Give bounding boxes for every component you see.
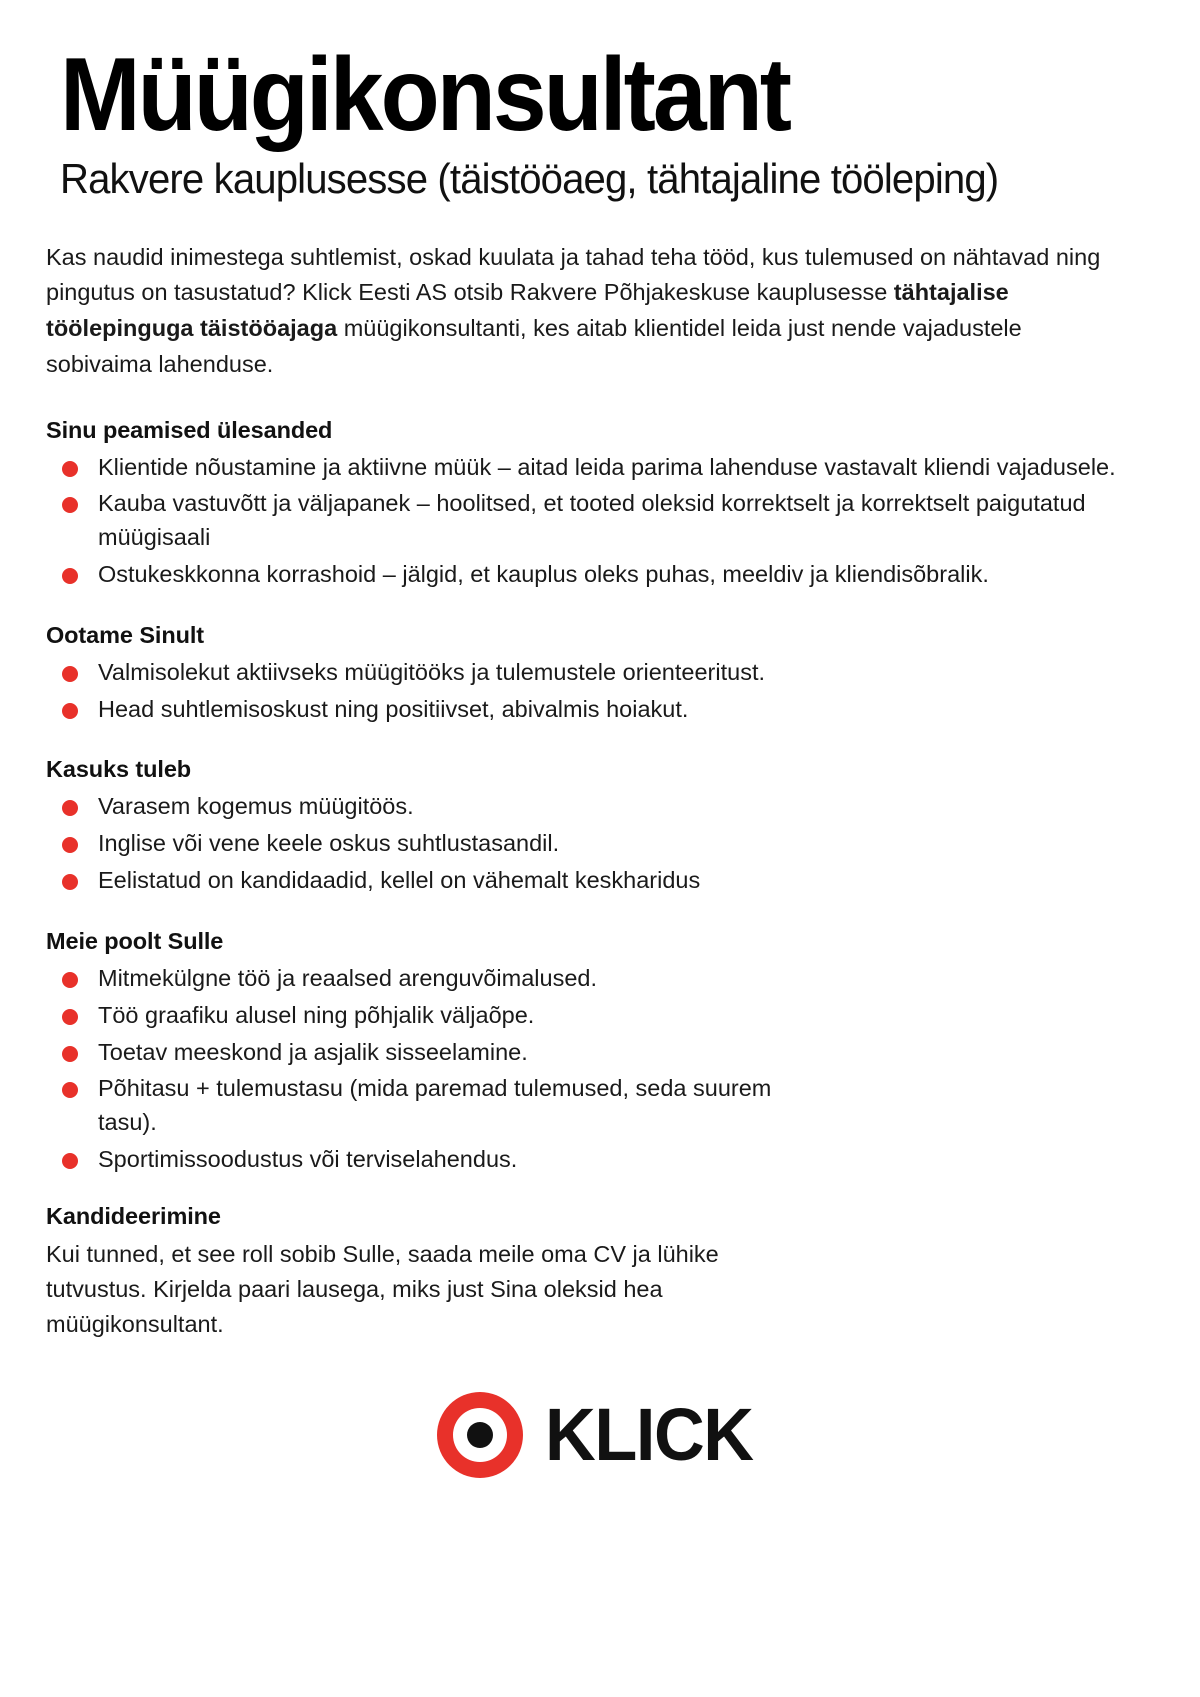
list-item [60,451,1138,485]
bullet-dot-icon [62,800,78,816]
list-item [60,693,1138,727]
main-content [0,204,1200,1343]
bullet-dot-icon [62,703,78,719]
list-item-label: Põhitasu + tulemustasu (mida paremad tulemused, seda suurem tasu). [98,1075,772,1136]
bullet-dot-icon [62,666,78,682]
list-item [60,827,1138,861]
logo-ring [453,1408,507,1462]
section-heading: Ootame Sinult [46,621,204,648]
bullet-list [46,790,1138,897]
list-item [60,864,1138,898]
section-heading: Sinu peamised ülesanded [46,416,333,443]
list-item [60,558,1138,592]
company-logo [0,1392,1200,1478]
bullet-dot-icon [62,461,78,477]
section-expectations [46,622,1138,727]
bullet-dot-icon [62,1082,78,1098]
list-item [60,487,1138,555]
page-title: Müügikonsultant [60,37,790,153]
list-item [60,962,1138,996]
bullet-dot-icon [62,1046,78,1062]
list-item [60,1072,798,1140]
apply-instructions: Kui tunned, et see roll sobib Sulle, saada meile oma CV ja lühike tutvustus. Kirjelda paari lausega, miks just Sina oleksid hea müügikonsultant. [46,1240,719,1338]
bullet-dot-icon [62,568,78,584]
list-item-label: Valmisolekut aktiivseks müügitööks ja tulemustele orienteeritust. [98,658,765,685]
list-item-label: Klientide nõustamine ja aktiivne müük – aitad leida parima lahenduse vastavalt kliendi vajadusele. [98,453,1116,480]
logo-wordmark: KLICK [544,1393,753,1476]
bullet-dot-icon [62,1153,78,1169]
list-item-label: Eelistatud on kandidaadid, kellel on vähemalt keskharidus [98,867,701,894]
section-apply [46,1203,1138,1343]
bullet-dot-icon [62,837,78,853]
page-subtitle: Rakvere kauplusesse (täistööaeg, tähtajaline tööleping) [60,155,999,203]
logo-core-dot [467,1422,493,1448]
list-item-label: Sportimissoodustus või terviselahendus. [98,1146,518,1173]
list-item-label: Mitmekülgne töö ja reaalsed arenguvõimalused. [98,964,598,991]
list-item [60,656,1138,690]
section-heading: Kandideerimine [46,1202,221,1229]
bullet-list [46,451,1138,592]
section-advantages [46,756,1138,897]
bullet-list [46,656,1138,727]
intro-text-emphasis: tähtajalise töölepinguga täistööajaga [46,279,1009,342]
bullet-dot-icon [62,874,78,890]
header [0,0,1200,204]
intro-text-part-2: müügikonsultanti, kes aitab klientidel leida just nende vajadustele sobivaima lahenduse. [46,315,1022,377]
bullet-list [46,962,1138,1177]
list-item-label: Töö graafiku alusel ning põhjalik väljaõpe. [98,1001,535,1028]
list-item [60,790,1138,824]
list-item-label: Kauba vastuvõtt ja väljapanek – hoolitsed, et tooted oleksid korrektselt ja korrektselt paigutatud müügisaali [98,490,1086,551]
intro-text-part-1: Kas naudid inimestega suhtlemist, oskad kuulata ja tahad teha tööd, kus tulemused on nähtavad ning pingutus on tasustatud? Klick Eesti AS otsib Rakvere Põhjakeskuse kauplusesse [46,243,1101,306]
list-item-label: Toetav meeskond ja asjalik sisseelamine. [98,1038,528,1065]
section-heading: Meie poolt Sulle [46,927,224,954]
klick-target-icon [437,1392,523,1478]
intro-paragraph [46,240,1106,383]
bullet-dot-icon [62,497,78,513]
section-we-offer [46,928,1138,1177]
section-main-duties [46,417,1138,592]
list-item-label: Ostukeskkonna korrashoid – jälgid, et kauplus oleks puhas, meeldiv ja kliendisõbralik. [98,560,989,587]
bullet-dot-icon [62,1009,78,1025]
list-item-label: Head suhtlemisoskust ning positiivset, abivalmis hoiakut. [98,695,689,722]
list-item [60,999,1138,1033]
list-item [60,1036,1138,1070]
list-item-label: Inglise või vene keele oskus suhtlustasandil. [98,830,560,857]
bullet-dot-icon [62,972,78,988]
list-item-label: Varasem kogemus müügitöös. [98,793,414,820]
list-item [60,1143,1138,1177]
section-heading: Kasuks tuleb [46,756,192,783]
